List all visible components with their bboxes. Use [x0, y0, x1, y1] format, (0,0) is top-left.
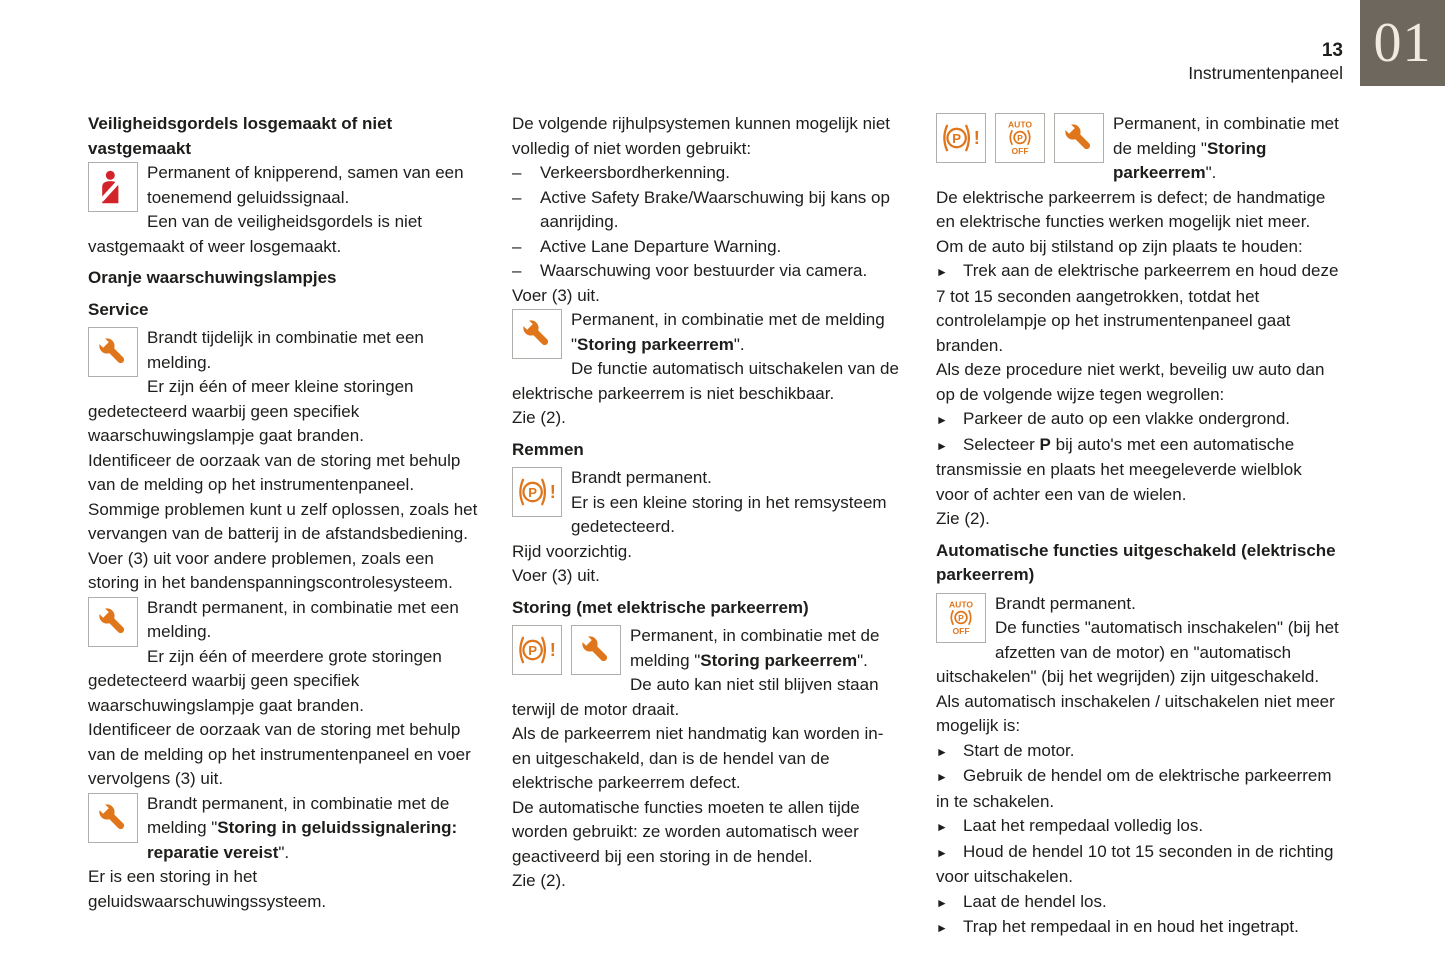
brake-warning-icon [512, 625, 562, 675]
dash-glyph: – [512, 163, 522, 182]
bullet-triangle: ► [936, 845, 948, 860]
instruction-item: ► Laat de hendel los. [936, 890, 1339, 916]
paragraph: Brandt tijdelijk in combinatie met een melding. [147, 328, 424, 372]
dash-glyph: – [512, 261, 522, 280]
parkbrake-defect-block [936, 112, 1339, 532]
paragraph: Permanent, in combinatie met de melding "Storing parkeerrem". [1113, 114, 1339, 182]
auto-glyph: AUTO [1007, 119, 1033, 130]
seatbelt-warning-icon [88, 162, 138, 212]
bullet-triangle: ► [936, 921, 948, 935]
paragraph: De auto kan niet stil blijven staan terwijl de motor draait. [512, 675, 879, 719]
paragraph: Voer (3) uit. [512, 285, 600, 305]
p-glyph: P [528, 642, 537, 658]
heading-auto-functions-off: Automatische functies uitgeschakeld (elektrische parkeerrem) [936, 540, 1336, 584]
paragraph: De volgende rijhulpsystemen kunnen mogelijk niet volledig of niet worden gebruikt: [512, 114, 890, 158]
seatbelt-warning-block [88, 161, 481, 259]
paragraph: Voer (3) uit. [512, 566, 600, 585]
page-number: 13 [1321, 40, 1343, 61]
brake-warning-icon [512, 467, 562, 517]
p-glyph: P [528, 484, 537, 500]
paragraph: Zie (2). [936, 509, 990, 528]
list-item: – Active Lane Departure Warning. [512, 235, 905, 260]
paragraph: Een van de veiligheidsgordels is niet vastgemaakt of weer losgemaakt. [88, 212, 423, 256]
paragraph: De elektrische parkeerrem is defect; de handmatige en elektrische functies werken mogelijk niet meer. [936, 187, 1326, 231]
column-right [936, 112, 1339, 941]
bullet-triangle: ► [936, 744, 948, 759]
paragraph: Rijd voorzichtig. [512, 541, 632, 561]
bullet-triangle: ► [936, 413, 948, 427]
paragraph: Identificeer de oorzaak van de storing met behulp van de melding op het instrumentenpaneel. [88, 450, 461, 494]
service-wrench-icon [88, 793, 138, 843]
column-middle [512, 112, 905, 894]
paragraph: Als de parkeerrem niet handmatig kan worden in- en uitgeschakeld, dan is de hendel van de elektrische parkeerrem defect. [512, 724, 884, 792]
instruction-item: ► Trek aan de elektrische parkeerrem en houd deze 7 tot 15 seconden aangetrokken, totdat het controlelampje op het instrumentenpaneel gaat branden. [936, 261, 1339, 355]
paragraph: Brandt permanent. [995, 593, 1136, 613]
service-block-2 [88, 596, 481, 792]
instruction-item: ► Start de motor. [936, 739, 1339, 765]
paragraph: Er zijn één of meer kleine storingen gedetecteerd waarbij geen specifiek waarschuwingslampje gaat branden. [88, 377, 414, 445]
instruction-item: ► Houd de hendel 10 tot 15 seconden in de richting voor uitschakelen. [936, 841, 1334, 886]
exclamation-glyph: ! [549, 639, 556, 661]
page-header [1188, 40, 1343, 84]
bullet-triangle: ► [936, 438, 948, 453]
paragraph: Om de auto bij stilstand op zijn plaats te houden: [936, 236, 1303, 256]
bullet-triangle: ► [936, 265, 948, 279]
paragraph: Er is een kleine storing in het remsysteem gedetecteerd. [571, 492, 887, 536]
list-item: – Verkeersbordherkenning. [512, 161, 905, 186]
heading-service: Service [88, 299, 149, 319]
paragraph: Permanent of knipperend, samen van een toenemend geluidssignaal. [147, 163, 464, 207]
heading-remmen: Remmen [512, 439, 584, 459]
service-block-1 [88, 326, 481, 596]
paragraph: Permanent, in combinatie met de melding "Storing parkeerrem". [630, 626, 880, 670]
p-glyph: P [952, 130, 961, 146]
storing-parkeerrem-block [512, 624, 905, 894]
bullet-triangle: ► [936, 770, 948, 784]
paragraph: De automatische functies moeten te allen tijde worden gebruikt: ze worden automatisch weer geactiveerd bij een storing in de hendel. [512, 797, 860, 866]
service-wrench-icon [512, 309, 562, 359]
brake-warning-block [512, 466, 905, 589]
auto-glyph: AUTO [948, 599, 974, 610]
instruction-item: ► Trap het rempedaal in en houd het ingetrapt. [936, 915, 1339, 941]
section-title: Instrumentenpaneel [1188, 63, 1343, 83]
paragraph: Identificeer de oorzaak van de storing met behulp van de melding op het instrumentenpaneel en voer vervolgens (3) uit. [88, 720, 471, 788]
paragraph: Sommige problemen kunt u zelf oplossen, zoals het vervangen van de batterij in de afstandsbediening. Voer (3) uit voor andere problemen, zoals een storing in het bandenspanningscontrolesysteem. [88, 499, 478, 592]
service-wrench-icon [88, 327, 138, 377]
chapter-number: 01 [1373, 11, 1432, 74]
instruction-item: ► Gebruik de hendel om de elektrische parkeerrem in te schakelen. [936, 766, 1332, 811]
paragraph: Er zijn één of meerdere grote storingen gedetecteerd waarbij geen specifiek waarschuwingslampje gaat branden. [88, 646, 442, 715]
paragraph: Zie (2). [512, 871, 566, 890]
instruction-item: ► Parkeer de auto op een vlakke ondergrond. [936, 407, 1339, 433]
exclamation-glyph: ! [973, 127, 980, 149]
heading-storing-parkeerrem: Storing (met elektrische parkeerrem) [512, 597, 809, 617]
list-item: – Active Safety Brake/Waarschuwing bij kans op aanrijding. [512, 187, 890, 231]
auto-parking-brake-off-icon [936, 593, 986, 643]
list-item: – Waarschuwing voor bestuurder via camera. [512, 259, 905, 284]
paragraph: Als automatisch inschakelen / uitschakelen niet meer mogelijk is: [936, 691, 1335, 735]
paragraph: Er is een storing in het geluidswaarschuwingssysteem. [88, 867, 327, 911]
exclamation-glyph: ! [549, 481, 556, 503]
dash-glyph: – [512, 187, 522, 207]
off-glyph: OFF [1011, 146, 1029, 157]
content-columns [88, 112, 1339, 941]
off-glyph: OFF [952, 625, 970, 636]
p-glyph: P [958, 612, 964, 623]
heading-orange-lamps: Oranje waarschuwingslampjes [88, 268, 337, 287]
service-wrench-icon [88, 597, 138, 647]
brake-warning-icon [936, 113, 986, 163]
paragraph: De functie automatisch uitschakelen van de elektrische parkeerrem is niet beschikbaar. [512, 359, 899, 403]
paragraph: Permanent, in combinatie met de melding "Storing parkeerrem". [571, 310, 885, 354]
paragraph: Brandt permanent, in combinatie met de melding "Storing in geluidssignalering: reparatie vereist". [147, 793, 458, 862]
paragraph: De functies "automatisch inschakelen" (bij het afzetten van de motor) en "automatisch uitschakelen" (bij het wegrijden) zijn uitgeschakeld. [936, 618, 1339, 686]
instruction-item: ► Laat het rempedaal volledig los. [936, 814, 1339, 840]
instruction-item: ► Selecteer P bij auto's met een automatische transmissie en plaats het meegeleverde wielblok voor of achter een van de wielen. [936, 434, 1302, 504]
p-glyph: P [1017, 132, 1023, 143]
column-left [88, 112, 481, 914]
chapter-tab [1360, 0, 1445, 86]
bullet-triangle: ► [936, 820, 948, 834]
paragraph: Als deze procedure niet werkt, beveilig uw auto dan op de volgende wijze tegen wegrollen: [936, 360, 1325, 404]
heading-seatbelt: Veiligheidsgordels losgemaakt of niet vastgemaakt [88, 114, 393, 158]
auto-parking-brake-off-icon [995, 113, 1045, 163]
auto-functions-off-block [936, 592, 1339, 941]
bullet-triangle: ► [936, 895, 948, 910]
paragraph: Brandt permanent. [571, 468, 712, 487]
service-block-3 [88, 792, 481, 915]
parkbrake-msg-block [512, 308, 905, 431]
dash-glyph: – [512, 236, 522, 256]
paragraph: Brandt permanent, in combinatie met een melding. [147, 597, 459, 641]
paragraph: Zie (2). [512, 408, 566, 427]
service-wrench-icon [571, 625, 621, 675]
service-wrench-icon [1054, 113, 1104, 163]
